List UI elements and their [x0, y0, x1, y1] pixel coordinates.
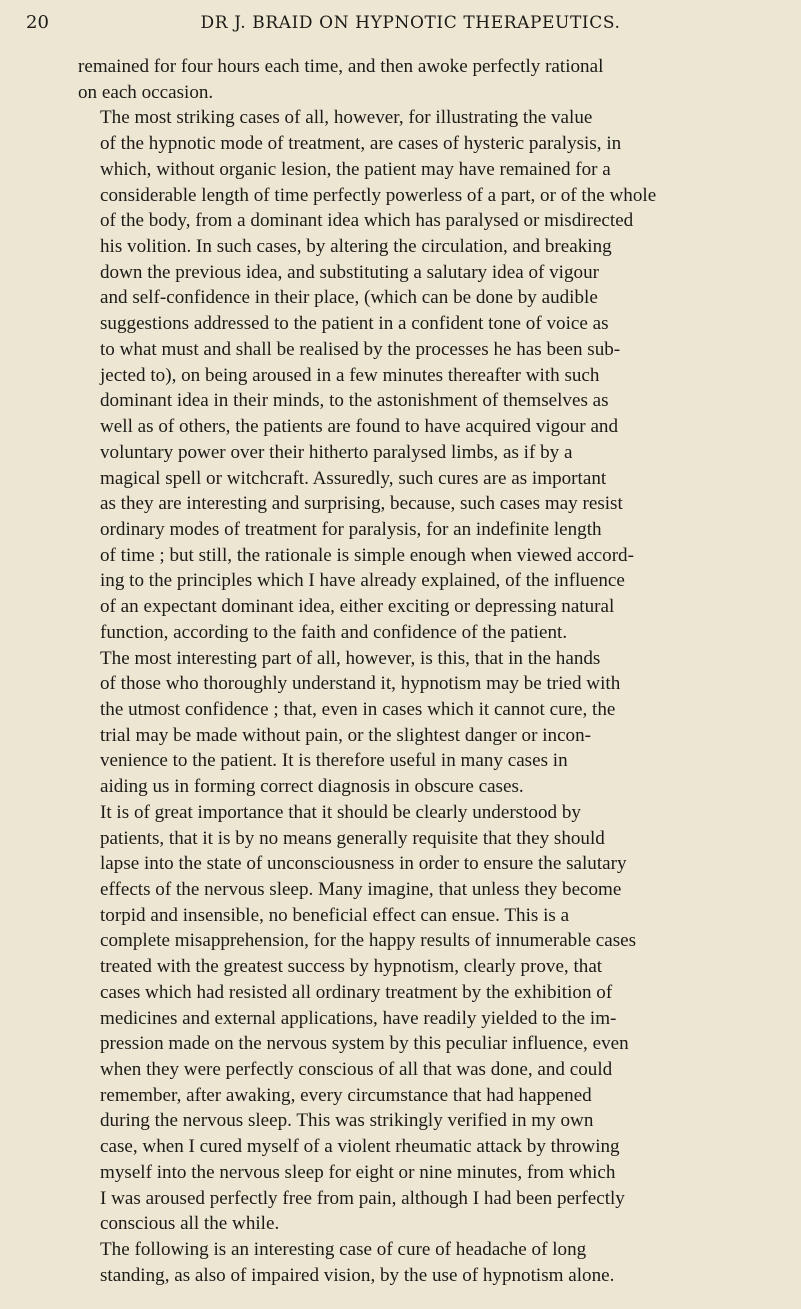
text-line: of an expectant dominant idea, either exciting or depressing natural [100, 596, 615, 618]
text-line: ordinary modes of treatment for paralysis, for an indefinite length [100, 518, 602, 540]
text-line: suggestions addressed to the patient in a confident tone of voice as [100, 313, 609, 335]
paragraph-5 [78, 1237, 775, 1288]
text-line: well as of others, the patients are found to have acquired vigour and [100, 416, 619, 438]
text-line: of the hypnotic mode of treatment, are cases of hysteric paralysis, in [100, 133, 622, 155]
running-head [26, 12, 775, 42]
text-line: function, according to the faith and confidence of the patient. [100, 621, 568, 643]
text-line: conscious all the while. [100, 1213, 280, 1235]
text-line: and self-confidence in their place, (which can be done by audible [100, 287, 598, 309]
text-line: to what must and shall be realised by the processes he has been sub- [100, 338, 621, 360]
text-line: ing to the principles which I have already explained, of the influence [100, 570, 625, 592]
text-line: effects of the nervous sleep. Many imagine, that unless they become [100, 879, 622, 900]
paragraph-4 [78, 800, 775, 1237]
text-line: pression made on the nervous system by this peculiar influence, even [100, 1033, 629, 1055]
text-line: remained for four hours each time, and then awoke perfectly rational [78, 56, 604, 77]
text-line: treated with the greatest success by hypnotism, clearly prove, that [100, 956, 603, 978]
text-line: voluntary power over their hitherto paralysed limbs, as if by a [100, 441, 573, 463]
text-line: dominant idea in their minds, to the astonishment of themselves as [100, 390, 609, 412]
text-line: trial may be made without pain, or the slightest danger or incon- [100, 724, 592, 746]
text-line: venience to the patient. It is therefore useful in many cases in [100, 750, 568, 772]
text-line: the utmost confidence ; that, even in cases which it cannot cure, the [100, 698, 616, 720]
text-line: patients, that it is by no means generally requisite that they should [100, 827, 605, 849]
text-line: of the body, from a dominant idea which has paralysed or misdirected [100, 210, 634, 232]
text-line: as they are interesting and surprising, because, such cases may resist [100, 493, 623, 515]
text-line: The most interesting part of all, however, is this, that in the hands [100, 647, 601, 669]
paragraph-1 [78, 54, 775, 105]
text-line: down the previous idea, and substituting a salutary idea of vigour [100, 261, 599, 283]
text-line: complete misapprehension, for the happy results of innumerable cases [100, 930, 637, 952]
text-line: medicines and external applications, have readily yielded to the im- [100, 1007, 617, 1029]
text-line: when they were perfectly conscious of all that was done, and could [100, 1059, 613, 1081]
text-line: his volition. In such cases, by altering the circulation, and breaking [100, 236, 612, 258]
text-line: jected to), on being aroused in a few minutes thereafter with such [100, 364, 600, 386]
text-line: of those who thoroughly understand it, hypnotism may be tried with [100, 673, 621, 695]
text-line: It is of great importance that it should be clearly understood by [100, 801, 581, 823]
text-line: considerable length of time perfectly powerless of a part, or of the whole [100, 184, 657, 206]
text-line: standing, as also of impaired vision, by the use of hypnotism alone. [100, 1264, 615, 1286]
text-line: of time ; but still, the rationale is simple enough when viewed accord- [100, 544, 634, 566]
text-line: magical spell or witchcraft. Assuredly, such cures are as important [100, 467, 607, 489]
text-line: The most striking cases of all, however, for illustrating the value [100, 107, 593, 129]
text-line: cases which had resisted all ordinary treatment by the exhibition of [100, 981, 613, 1003]
paragraph-3 [78, 646, 775, 800]
text-line: during the nervous sleep. This was strikingly verified in my own [100, 1110, 594, 1132]
text-line: torpid and insensible, no beneficial effect can ensue. This is a [100, 904, 570, 926]
text-line: which, without organic lesion, the patient may have remained for a [100, 158, 611, 180]
page-number: 20 [26, 12, 49, 33]
text-line: myself into the nervous sleep for eight or nine minutes, from which [100, 1161, 616, 1183]
paragraph-2 [78, 105, 775, 645]
text-line: on each occasion. [78, 81, 214, 103]
text-line: remember, after awaking, every circumstance that had happened [100, 1084, 592, 1106]
text-line: lapse into the state of unconsciousness in order to ensure the salutary [100, 853, 627, 875]
text-line: I was aroused perfectly free from pain, although I had been perfectly [100, 1187, 625, 1209]
running-head-title: DR J. BRAID ON HYPNOTIC THERAPEUTICS. [200, 13, 621, 33]
body-text [78, 54, 775, 1289]
text-line: The following is an interesting case of cure of headache of long [100, 1239, 587, 1261]
text-line: aiding us in forming correct diagnosis in obscure cases. [100, 776, 524, 798]
text-line: case, when I cured myself of a violent rheumatic attack by throwing [100, 1136, 620, 1158]
